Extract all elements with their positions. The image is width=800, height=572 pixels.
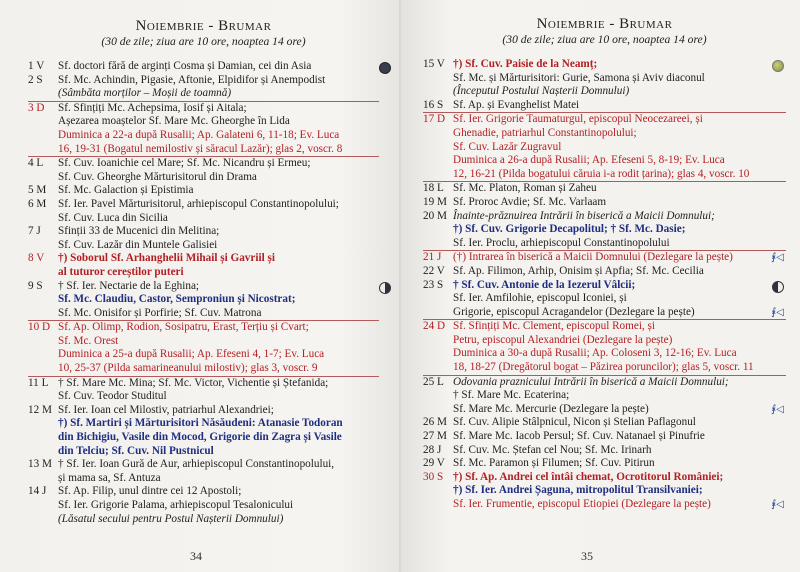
entry-line: Sf. Mc. Achindin, Pigasie, Aftonie, Elpidifor și Anempodist [58, 73, 326, 86]
fish-icon: ⨘◁ [771, 252, 784, 264]
calendar-entry [28, 184, 379, 198]
day-label: 7 J [28, 225, 41, 238]
day-label: 24 D [423, 320, 446, 333]
sunday-readings [423, 154, 786, 182]
entry-line: †) Sf. Ier. Andrei Șaguna, mitropolitul Transilvaniei; [453, 484, 703, 497]
day-label: 8 V [28, 252, 45, 265]
entry-line: Sf. Cuv. Teodor Studitul [58, 390, 167, 403]
entry-line: Petru, episcopul Alexandriei (Dezlegare la pește) [453, 333, 673, 346]
entry-line: Sf. Ap. Filimon, Arhip, Onisim și Apfia; Sf. Mc. Cecilia [453, 264, 704, 277]
entry-line: al tuturor cereștilor puteri [58, 265, 184, 278]
calendar-entry [423, 430, 786, 444]
day-label: 16 S [423, 98, 444, 111]
entry-line: † Sf. Cuv. Antonie de la Iezerul Vâlcii; [453, 278, 636, 291]
calendar-entry [28, 157, 379, 184]
day-label: 17 D [423, 113, 446, 126]
day-label: 10 D [28, 321, 51, 334]
calendar-entry [423, 416, 786, 430]
entry-line: Duminica a 30-a după Rusalii; Ap. Coloseni 3, 12-16; Ev. Luca [453, 347, 737, 360]
calendar-entry [28, 485, 379, 526]
page-subtitle: (30 de zile; ziua are 10 ore, noaptea 14 ore) [101, 35, 306, 48]
entry-line: (†) Intrarea în biserică a Maicii Domnului (Dezlegare la pește) [453, 251, 733, 264]
entry-line: Sf. Cuv. Alipie Stâlpnicul, Nicon și Stelian Paflagonul [453, 416, 696, 429]
day-label: 21 J [423, 251, 442, 264]
day-label: 4 L [28, 157, 44, 170]
entry-line: 18, 18-27 (Dregătorul bogat – Păzirea poruncilor); glas 5, voscr. 11 [453, 361, 754, 374]
new-moon-icon [379, 62, 391, 74]
first-quarter-moon-icon [379, 282, 391, 294]
day-label: 14 J [28, 485, 47, 498]
day-label: 20 M [423, 209, 447, 222]
entry-line: † Sf. Mare Mc. Ecaterina; [453, 389, 570, 402]
entry-line: Ghenadie, patriarhul Constantinopolului; [453, 126, 637, 139]
sunday-readings [28, 129, 379, 157]
day-label: 30 S [423, 470, 444, 483]
entry-line: Sf. Cuv. Luca din Sicilia [58, 211, 168, 224]
entry-line: †) Sf. Cuv. Paisie de la Neamț; [453, 58, 598, 70]
entry-line: Sf. Cuv. Mc. Ștefan cel Nou; Sf. Mc. Irinarh [453, 443, 652, 456]
entry-line: Sf. Mc. Paramon și Filumen; Sf. Cuv. Pitirun [453, 457, 655, 470]
day-label: 12 M [28, 403, 52, 416]
entry-line: (Sâmbăta morților – Moșii de toamnă) [58, 87, 232, 100]
entry-line: Sf. Ap. și Evanghelist Matei [453, 98, 580, 111]
calendar-entry [423, 58, 786, 99]
entry-line: Așezarea moaștelor Sf. Mare Mc. Gheorghe în Lida [58, 115, 290, 128]
day-label: 6 M [28, 197, 47, 210]
calendar-entry [28, 74, 379, 88]
entry-line: Sf. Ier. Frumentie, episcopul Etiopiei (Dezlegare la pește) [453, 498, 711, 510]
day-label: 29 V [423, 457, 445, 470]
entry-line: Sf. Ier. Grigorie Taumaturgul, episcopul Neocezareei, și [453, 113, 703, 126]
page-title: Noiembrie - Brumar [135, 18, 272, 34]
entry-line: Sf. Ier. Proclu, arhiepiscopul Constantinopolului [453, 236, 670, 249]
entry-line: †) Soborul Sf. Arhanghelii Mihail și Gavriil și [58, 252, 275, 265]
calendar-entry [423, 444, 786, 458]
day-label: 11 L [28, 376, 49, 389]
entry-line: Sf. Mc. Claudiu, Castor, Semproniun și Nicostrat; [58, 293, 296, 306]
day-label: 3 D [28, 101, 45, 114]
calendar-entry [28, 458, 379, 485]
entry-line: Sf. Cuv. Lazăr din Muntele Galisiei [58, 238, 218, 251]
entry-line: Sf. Sfințiți Mc. Achepsima, Iosif și Aitala; [58, 101, 247, 114]
calendar-entry [423, 182, 786, 196]
entry-line: Sf. Cuv. Ioanichie cel Mare; Sf. Mc. Nicandru și Ermeu; [58, 157, 311, 170]
calendar-entry [28, 225, 379, 252]
calendar-entry [28, 280, 379, 322]
entry-line: din Telciu; Sf. Cuv. Nil Pustnicul [58, 444, 214, 457]
calendar-entry [28, 252, 379, 279]
entry-line: 12, 16-21 (Pilda bogatului căruia i-a rodit țarina); glas 4, voscr. 10 [453, 167, 750, 180]
entry-line: Sf. Ier. Amfilohie, episcopul Iconiei, și [453, 292, 627, 305]
day-label: 28 J [423, 443, 442, 456]
entry-line: Duminica a 22-a după Rusalii; Ap. Galateni 6, 11-18; Ev. Luca [58, 128, 340, 141]
entry-line: Duminica a 25-a după Rusalii; Ap. Efeseni 4, 1-7; Ev. Luca [58, 348, 325, 361]
full-moon-icon [772, 60, 784, 72]
day-label: 2 S [28, 73, 43, 86]
last-quarter-moon-icon [772, 281, 784, 293]
calendar-entry [423, 376, 786, 417]
entry-line: † Sf. Ier. Ioan Gură de Aur, arhiepiscopul Constantinopolului, [58, 458, 335, 471]
day-label: 5 M [28, 184, 47, 197]
entry-line: † Sf. Ier. Nectarie de la Eghina; [58, 279, 200, 292]
calendar-entry [28, 102, 379, 129]
calendar-entry [28, 404, 379, 458]
calendar-entry [423, 457, 786, 471]
entry-line: din Bichigiu, Vasile din Mocod, Grigorie din Zagra și Vasile [58, 431, 342, 444]
entry-line: (Lăsatul secului pentru Postul Nașterii Domnului) [58, 512, 284, 525]
fish-icon: ⨘◁ [771, 306, 784, 318]
calendar-entry [423, 320, 786, 347]
day-label: 19 M [423, 195, 447, 208]
calendar-entry [28, 377, 379, 404]
entry-line: Sf. Mare Mc. Iacob Persul; Sf. Cuv. Natanael și Pinufrie [453, 430, 705, 443]
calendar-entry [28, 198, 379, 225]
entry-line: Sf. Mc. Orest [58, 334, 119, 347]
page-subtitle: (30 de zile; ziua are 10 ore, noaptea 14 ore) [502, 33, 707, 46]
entry-line: 16, 19-31 (Bogatul nemilostiv și săracul Lazăr); glas 2, voscr. 8 [58, 142, 343, 155]
day-label: 26 M [423, 416, 447, 429]
calendar-entry [423, 113, 786, 154]
calendar-entry [423, 471, 786, 512]
page-number: 34 [190, 549, 202, 563]
entry-line: †) Sf. Cuv. Grigorie Decapolitul; † Sf. Mc. Dasie; [453, 223, 686, 236]
entry-line: Sf. Mare Mc. Mercurie (Dezlegare la pește) [453, 402, 649, 415]
left-page [0, 0, 399, 572]
entry-line: Sf. Ap. Olimp, Rodion, Sosipatru, Erast, Terțiu și Cvart; [58, 321, 309, 334]
entry-line: Sf. Ier. Ioan cel Milostiv, patriarhul Alexandriei; [58, 403, 274, 416]
entry-line: Sf. Mc. și Mărturisitori: Gurie, Samona și Aviv diaconul [453, 71, 705, 84]
calendar-entry [423, 210, 786, 251]
sunday-readings [423, 347, 786, 375]
calendar-entry [423, 250, 786, 265]
entry-line: Sf. Mc. Galaction și Epistimia [58, 184, 194, 197]
calendar-entry [423, 99, 786, 114]
entry-line: Sf. doctori fără de arginți Cosma și Damian, cei din Asia [58, 60, 312, 72]
calendar-entry [423, 265, 786, 279]
fish-icon: ⨘◁ [771, 403, 784, 415]
day-label: 27 M [423, 430, 447, 443]
entry-line: Înainte-prăznuirea Intrării în biserică a Maicii Domnului; [453, 209, 715, 222]
entry-line: †) Sf. Martiri și Mărturisitori Năsăudeni: Atanasie Todoran [58, 417, 343, 430]
page-number: 35 [581, 549, 593, 563]
day-label: 13 M [28, 458, 52, 471]
entry-line: † Sf. Mare Mc. Mina; Sf. Mc. Victor, Vichentie și Ștefanida; [58, 376, 329, 389]
sunday-readings [28, 348, 379, 376]
day-label: 18 L [423, 182, 444, 195]
calendar-entry [423, 279, 786, 321]
entry-line: Grigorie, episcopul Acragandelor (Dezlegare la pește) [453, 305, 695, 318]
calendar-entry [28, 60, 379, 74]
entry-line: †) Sf. Ap. Andrei cel întâi chemat, Ocrotitorul României; [453, 470, 724, 483]
entry-line: Sf. Mc. Onisifor și Porfirie; Sf. Cuv. Matrona [58, 306, 262, 319]
entry-line: Sf. Mc. Platon, Roman și Zaheu [453, 182, 597, 195]
entry-line: Sf. Sfințiți Mc. Clement, episcopul Romei, și [453, 320, 655, 333]
entry-line: (Începutul Postului Nașterii Domnului) [453, 85, 630, 98]
calendar-entry [28, 321, 379, 348]
entry-line: Sf. Cuv. Gheorghe Mărturisitorul din Drama [58, 170, 257, 183]
day-label: 15 V [423, 58, 445, 70]
entry-line: Duminica a 26-a după Rusalii; Ap. Efeseni 5, 8-19; Ev. Luca [453, 154, 725, 167]
entry-line: 10, 25-37 (Pilda samarineanului milostiv); glas 3, voscr. 9 [58, 362, 318, 375]
day-label: 1 V [28, 60, 45, 72]
fish-icon: ⨘◁ [771, 499, 784, 510]
page-title: Noiembrie - Brumar [536, 16, 673, 32]
entry-line: Sf. Ier. Pavel Mărturisitorul, arhiepiscopul Constantinopolului; [58, 197, 339, 210]
day-label: 22 V [423, 264, 445, 277]
calendar-entry [28, 87, 379, 102]
day-label: 25 L [423, 375, 444, 388]
entry-line: Sf. Proroc Avdie; Sf. Mc. Varlaam [453, 195, 607, 208]
calendar-entry [423, 196, 786, 210]
entry-line: Sfinții 33 de Mucenici din Melitina; [58, 225, 220, 238]
entry-line: și mama sa, Sf. Antuza [58, 471, 161, 484]
entry-line: Odovania praznicului Intrării în biserică a Maicii Domnului; [453, 375, 729, 388]
right-page [401, 0, 800, 572]
day-label: 23 S [423, 278, 444, 291]
entry-line: Sf. Ap. Filip, unul dintre cei 12 Apostoli; [58, 485, 242, 498]
entry-line: Sf. Ier. Grigorie Palama, arhiepiscopul Tesalonicului [58, 499, 294, 511]
entry-line: Sf. Cuv. Lazăr Zugravul [453, 140, 562, 153]
day-label: 9 S [28, 279, 43, 292]
